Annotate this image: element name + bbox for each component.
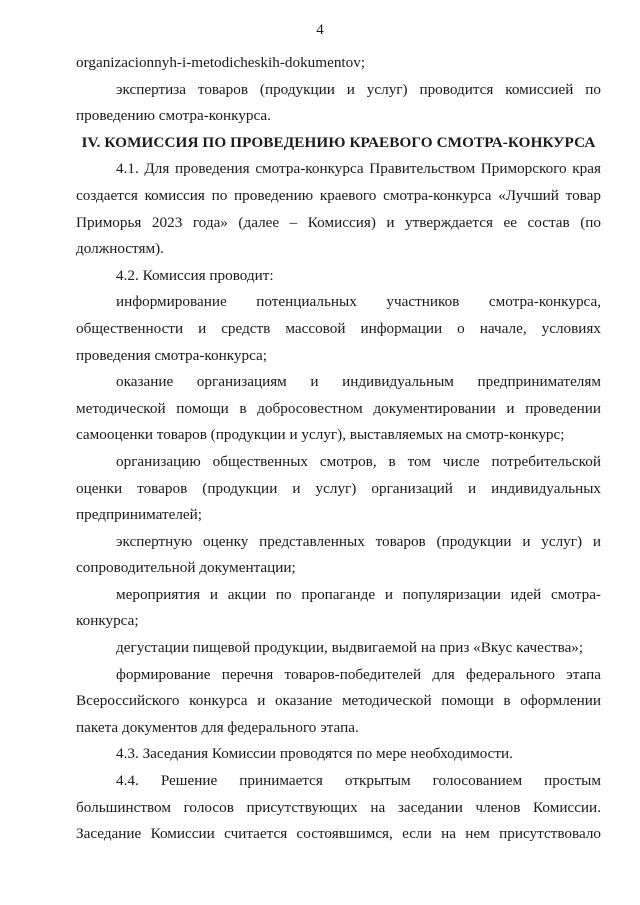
list-item: мероприятия и акции по пропаганде и популяризации идей смотра-конкурса; <box>76 585 601 630</box>
paragraph-4-2: 4.2. Комиссия проводит: <box>116 266 274 284</box>
section-heading: IV. КОМИССИЯ ПО ПРОВЕДЕНИЮ КРАЕВОГО СМОТРА-КОНКУРСА <box>81 133 596 151</box>
list-item: информирование потенциальных участников смотра-конкурса, общественности и средств массовой информации о начале, условиях проведения смотра-конкурса; <box>76 293 601 364</box>
list-item: экспертную оценку представленных товаров (продукции и услуг) и сопроводительной документации; <box>76 532 601 577</box>
paragraph-4-4: 4.4. Решение принимается открытым голосованием простым большинством голосов присутствующих на заседании членов Комиссии. Заседание Комиссии считается состоявшимся, если на нем присутствовало <box>76 772 601 843</box>
list-item: формирование перечня товаров-победителей для федерального этапа Всероссийского конкурса и оказание методической помощи в оформлении пакета документов для федерального этапа. <box>76 665 601 736</box>
document-body <box>76 50 601 848</box>
paragraph-4-1: 4.1. Для проведения смотра-конкурса Правительством Приморского края создается комиссия по проведению краевого смотра-конкурса «Лучший товар Приморья 2023 года» (далее – Комиссия) и утверждается ее состав (по должностям). <box>76 160 601 258</box>
paragraph-continuation: organizacionnyh-i-metodicheskih-dokumentov; <box>76 54 366 71</box>
list-item: организацию общественных смотров, в том числе потребительской оценки товаров (продукции и услуг) организаций и индивидуальных предпринимателей; <box>76 452 601 524</box>
list-item: дегустации пищевой продукции, выдвигаемой на приз «Вкус качества»; <box>116 639 584 657</box>
page-number: 4 <box>316 22 324 38</box>
paragraph-4-3: 4.3. Заседания Комиссии проводятся по мере необходимости. <box>116 745 513 763</box>
list-item: оказание организациям и индивидуальным предпринимателям методической помощи в добросовестном документировании и проведении самооценки товаров (продукции и услуг), выставляемых на смотр-конкурс; <box>76 373 601 444</box>
paragraph-expertise: экспертиза товаров (продукции и услуг) проводится комиссией по проведению смотра-конкурса. <box>76 80 601 125</box>
